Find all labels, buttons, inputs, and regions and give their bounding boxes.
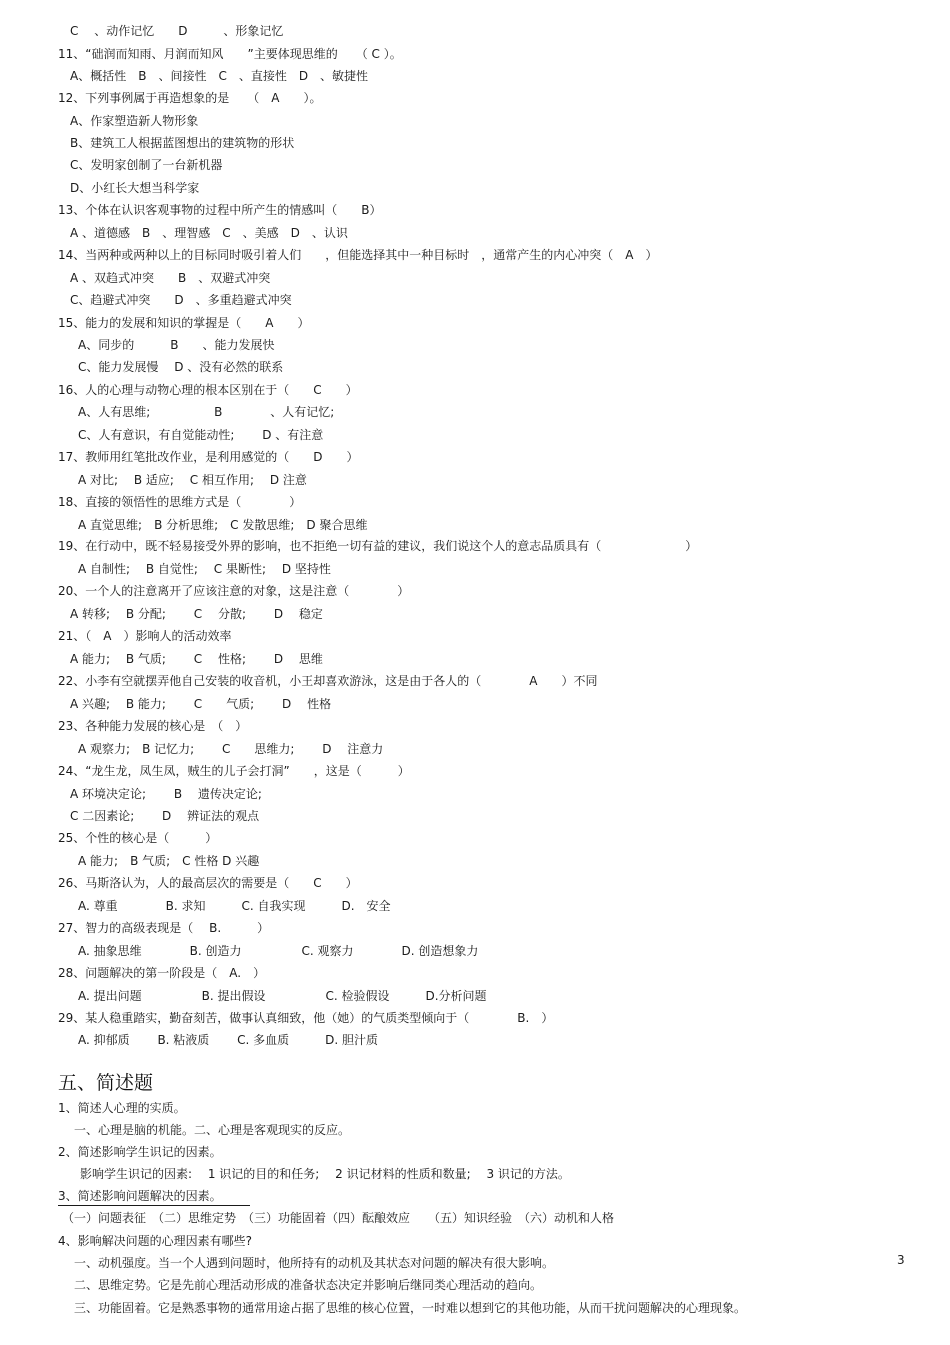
question-line: 23、各种能力发展的核心是 （ ）	[58, 719, 248, 733]
option-line: B、建筑工人根据蓝图想出的建筑物的形状	[70, 136, 295, 150]
question-line: 20、一个人的注意离开了应该注意的对象，这是注意（ ）	[58, 584, 410, 598]
option-line: D、小红长大想当科学家	[70, 181, 200, 195]
option-line: A 转移; B 分配; C 分散; D 稳定	[70, 607, 323, 621]
option-line: A. 抽象思维 B. 创造力 C. 观察力 D. 创造想象力	[78, 944, 479, 958]
option-line: A、概括性 B 、间接性 C 、直接性 D 、敏捷性	[70, 69, 369, 83]
answer-line: 三、功能固着。它是熟悉事物的通常用途占据了思维的核心位置，一时难以想到它的其他功能，从而干扰问题解决的心理现象。	[74, 1301, 747, 1315]
option-line: A 观察力; B 记忆力; C 思维力; D 注意力	[78, 742, 384, 756]
answer-line: 一、动机强度。当一个人遇到问题时，他所持有的动机及其状态对问题的解决有很大影响。	[74, 1256, 555, 1270]
question-line-underlined: 3、简述影响问题解决的因素。	[58, 1188, 250, 1206]
option-line: A 能力; B 气质; C 性格; D 思维	[70, 652, 323, 666]
question-line: 15、能力的发展和知识的掌握是（ A ）	[58, 316, 310, 330]
question-line: 21、（ A ）影响人的活动效率	[58, 629, 232, 643]
question-line: 18、直接的领悟性的思维方式是（ ）	[58, 495, 302, 509]
question-line: 4、影响解决问题的心理因素有哪些?	[58, 1234, 253, 1248]
option-line: C、人有意识，有自觉能动性; D 、有注意	[78, 428, 324, 442]
option-line: A 、双趋式冲突 B 、双避式冲突	[70, 271, 271, 285]
option-line: A、同步的 B 、能力发展快	[78, 338, 275, 352]
question-line: 2、简述影响学生识记的因素。	[58, 1145, 222, 1159]
question-line: 16、人的心理与动物心理的根本区别在于（ C ）	[58, 383, 358, 397]
answer-line: 二、思维定势。它是先前心理活动形成的准备状态决定并影响后继同类心理活动的趋向。	[74, 1278, 543, 1292]
question-line: 26、马斯洛认为，人的最高层次的需要是（ C ）	[58, 876, 358, 890]
option-line: A. 尊重 B. 求知 C. 自我实现 D. 安全	[78, 899, 391, 913]
question-line: 27、智力的高级表现是（ B. ）	[58, 921, 270, 935]
answer-line: 影响学生识记的因素: 1 识记的目的和任务; 2 识记材料的性质和数量; 3 识记的方法。	[80, 1167, 570, 1181]
option-line: A. 抑郁质 B. 粘液质 C. 多血质 D. 胆汁质	[78, 1033, 378, 1047]
option-line: A 环境决定论; B 遗传决定论;	[70, 787, 262, 801]
question-line: 24、“龙生龙，凤生凤，贼生的儿子会打洞” ，这是（ ）	[58, 764, 410, 778]
option-line: A. 提出问题 B. 提出假设 C. 检验假设 D.分析问题	[78, 989, 487, 1003]
option-line: A 直觉思维; B 分析思维; C 发散思维; D 聚合思维	[78, 518, 368, 532]
option-line: A 、道德感 B 、理智感 C 、美感 D 、认识	[70, 226, 348, 240]
answer-line: 一、心理是脑的机能。二、心理是客观现实的反应。	[74, 1123, 351, 1137]
option-line: A 自制性; B 自觉性; C 果断性; D 坚持性	[78, 562, 331, 576]
option-line: C 二因素论; D 辨证法的观点	[70, 809, 260, 823]
answer-line: （一）问题表征 （二）思维定势 （三）功能固着（四）酝酿效应 （五）知识经验 （六）动机和人格	[62, 1211, 615, 1225]
question-line: 19、在行动中，既不轻易接受外界的影响，也不拒绝一切有益的建议，我们说这个人的意志品质具有（ ）	[58, 539, 698, 553]
section-heading: 五、简述题	[58, 1072, 154, 1094]
option-line: C、发明家创制了一台新机器	[70, 158, 223, 172]
question-line: 1、简述人心理的实质。	[58, 1101, 186, 1115]
question-line: 25、个性的核心是（ ）	[58, 831, 218, 845]
option-line: A 对比; B 适应; C 相互作用; D 注意	[78, 473, 307, 487]
option-line: C、趋避式冲突 D 、多重趋避式冲突	[70, 293, 292, 307]
option-line: A 能力; B 气质; C 性格 D 兴趣	[78, 854, 260, 868]
question-line: 29、某人稳重踏实，勤奋刻苦，做事认真细致，他（她）的气质类型倾向于（ B. ）	[58, 1011, 554, 1025]
option-line: A、作家塑造新人物形象	[70, 114, 199, 128]
question-line: 12、下列事例属于再造想象的是 （ A ）。	[58, 91, 322, 105]
question-line: 28、问题解决的第一阶段是（ A. ）	[58, 966, 266, 980]
question-line: 13、个体在认识客观事物的过程中所产生的情感叫（ B）	[58, 203, 382, 217]
option-line: C 、动作记忆 D 、形象记忆	[70, 24, 284, 38]
page-number: 3	[897, 1253, 905, 1267]
option-line: A 兴趣; B 能力; C 气质; D 性格	[70, 697, 332, 711]
option-line: C、能力发展慢 D 、没有必然的联系	[78, 360, 284, 374]
question-line: 17、教师用红笔批改作业，是利用感觉的（ D ）	[58, 450, 359, 464]
question-line: 11、“础润而知雨、月润而知风 ”主要体现思维的 （ C ）。	[58, 47, 402, 61]
option-line: A、人有思维; B 、人有记忆;	[78, 405, 335, 419]
question-line: 22、小李有空就摆弄他自己安装的收音机，小王却喜欢游泳，这是由于各人的（ A ）不同	[58, 674, 598, 688]
question-line: 14、当两种或两种以上的目标同时吸引着人们 ，但能选择其中一种目标时 ，通常产生的内心冲突（ A ）	[58, 248, 658, 262]
